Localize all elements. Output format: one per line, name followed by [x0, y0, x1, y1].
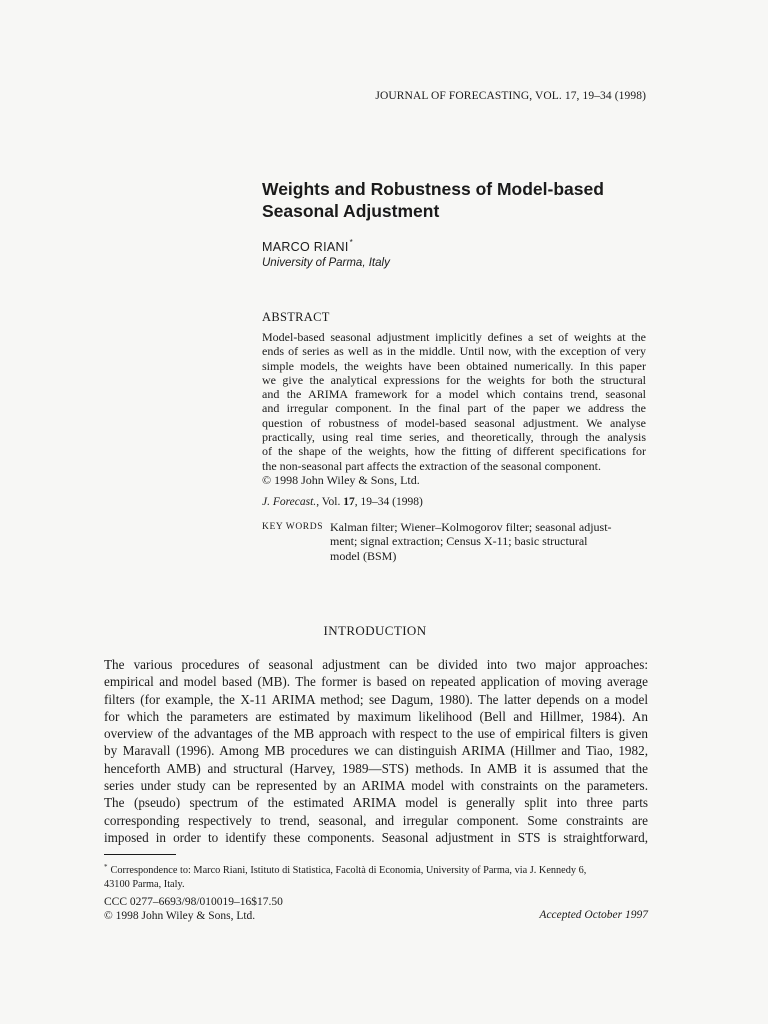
abstract-line: question of robustness of model-based seasonal adjustment. We analyse [262, 415, 646, 430]
intro-line: corresponding respectively to trend, seasonal, and irregular component. Some constraints are [104, 812, 648, 828]
intro-line: empirical and model based (MB). The former is based on repeated application of moving average [104, 674, 648, 690]
intro-line: imposed in order to identify these components. Seasonal adjustment in STS is straightforward, [104, 829, 648, 845]
keywords-label: KEY WORDS [262, 522, 324, 532]
author-affiliation: University of Parma, Italy [262, 257, 390, 269]
intro-line: series under study can be represented by an ARIMA model with constraints on the parameters. [104, 778, 648, 794]
copyright-notice: © 1998 John Wiley & Sons, Ltd. [104, 910, 256, 922]
paper-title-line: Weights and Robustness of Model-based [262, 179, 604, 199]
author-name-text: MARCO RIANI [262, 240, 349, 254]
citation-journal: J. Forecast. [262, 496, 317, 508]
keywords-line: model (BSM) [330, 548, 397, 563]
keywords-line: Kalman filter; Wiener–Kolmogorov filter; seasonal adjust- [330, 520, 612, 534]
abstract-heading: ABSTRACT [262, 310, 330, 324]
intro-line: for which the parameters are estimated by maximum likelihood (Bell and Hillmer, 1984). An [104, 708, 648, 724]
abstract-line: Model-based seasonal adjustment implicitly defines a set of weights at the [262, 330, 646, 344]
intro-line: overview of the advantages of the MB approach with respect to the use of empirical filters is given [104, 726, 648, 742]
footnote-line: 43100 Parma, Italy. [104, 879, 185, 890]
citation-pages: , 19–34 (1998) [354, 496, 423, 508]
author-name [262, 238, 353, 254]
author-footnote-marker: * [349, 238, 354, 247]
copyright-block [104, 895, 283, 923]
abstract-line: the non-seasonal part affects the extraction of the seasonal component. [262, 458, 601, 473]
keywords-line: ment; signal extraction; Census X-11; basic structural [330, 534, 588, 549]
abstract-line: ends of series as well as in the middle. Until now, with the exception of very [262, 344, 646, 359]
intro-line: filters (for example, the X-11 ARIMA method; see Dagum, 1980). The latter depends on a model [104, 691, 648, 707]
introduction-body [104, 656, 648, 846]
intro-line: The (pseudo) spectrum of the estimated ARIMA model is generally split into three parts [104, 795, 648, 811]
journal-header: JOURNAL OF FORECASTING, VOL. 17, 19–34 (1998) [375, 90, 646, 102]
intro-line: by Maravall (1996). Among MB procedures we can distinguish ARIMA (Hillmer and Tiao, 1982, [104, 743, 648, 759]
correspondence-footnote [104, 860, 652, 892]
abstract-line: and irregular component. In the final part of the paper we address the [262, 401, 646, 416]
section-heading-introduction: INTRODUCTION [323, 623, 427, 638]
ccc-code: CCC 0277–6693/98/010019–16$17.50 [104, 896, 283, 908]
accepted-date: Accepted October 1997 [539, 909, 648, 921]
footnote-text: Correspondence to: Marco Riani, Istituto di Statistica, Facoltà di Economia, University of Parma, via J. Kennedy 6, [110, 865, 587, 876]
abstract-line: of the shape of the weights, how the fitting of different specifications for [262, 444, 646, 459]
abstract-copyright: © 1998 John Wiley & Sons, Ltd. [262, 472, 420, 487]
abstract-line: and the ARIMA framework for a model which contains trend, seasonal [262, 387, 646, 402]
paper-title-line: Seasonal Adjustment [262, 201, 440, 221]
abstract-body [262, 330, 646, 487]
intro-line: The various procedures of seasonal adjustment can be divided into two major approaches: [104, 657, 648, 672]
paper-title [262, 178, 662, 222]
abstract-line: we give the analytical expressions for the weights for both the structural [262, 372, 646, 387]
abstract-line: practically, using real time series, and theoretically, through the analysis [262, 430, 646, 445]
footnote-line [104, 860, 652, 878]
journal-citation [262, 496, 423, 508]
citation-vol-label: , Vol. [316, 496, 344, 508]
keywords-list [330, 520, 648, 563]
footnote-divider [104, 854, 176, 855]
citation-volume: 17 [343, 496, 355, 508]
footnote-marker: * [104, 863, 108, 871]
intro-line: henceforth AMB) and structural (Harvey, 1989—STS) methods. In AMB it is assumed that the [104, 760, 648, 776]
abstract-line: simple models, the weights have been obtained numerically. In this paper [262, 358, 646, 373]
